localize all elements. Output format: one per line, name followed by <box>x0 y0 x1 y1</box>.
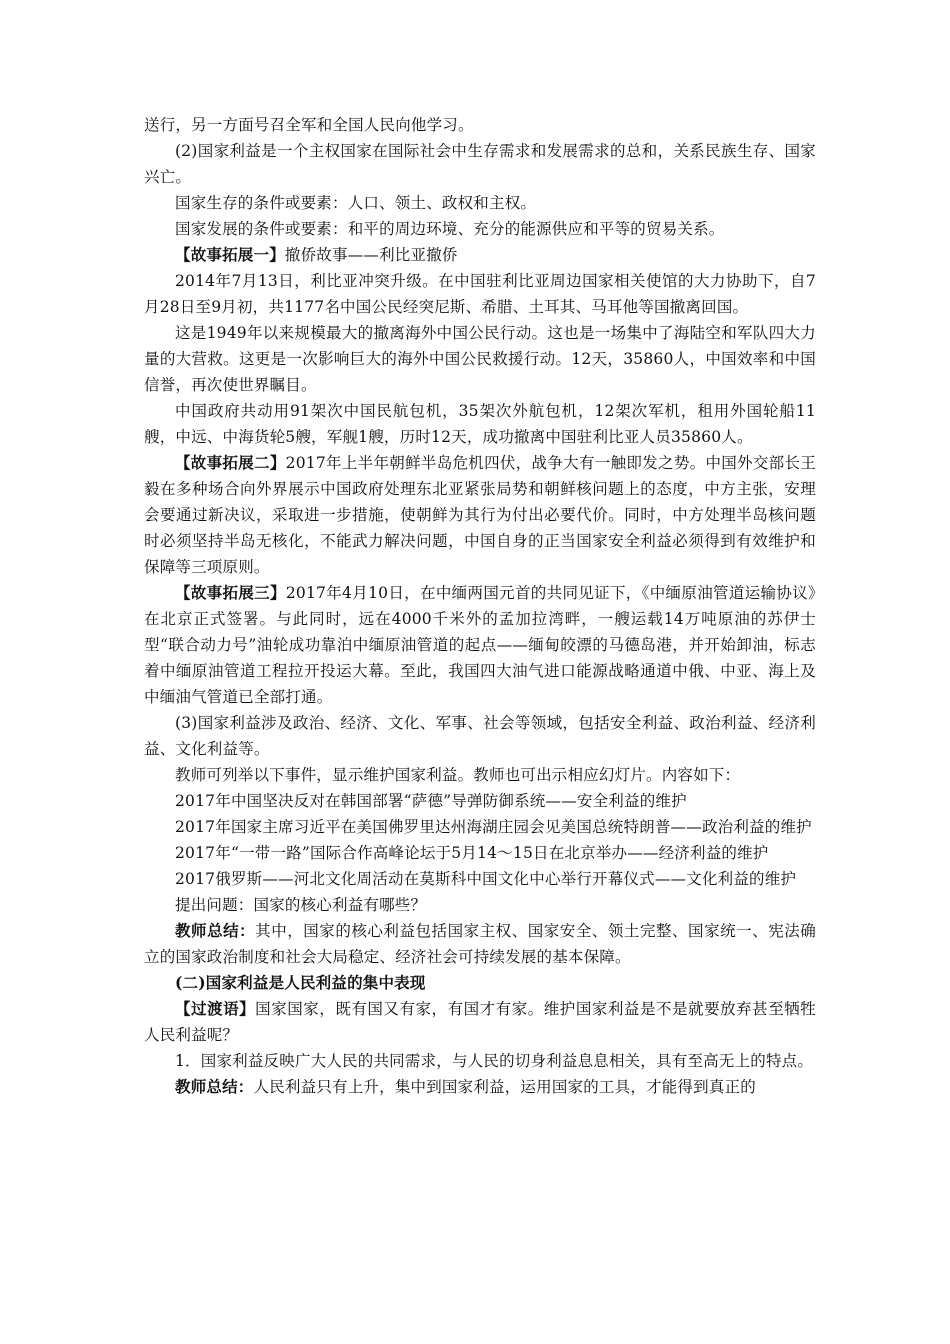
section-label: 【故事拓展一】 <box>175 245 285 264</box>
paragraph: 教师可列举以下事件，显示维护国家利益。教师也可出示相应幻灯片。内容如下： <box>175 766 741 784</box>
paragraph: 2017年中国坚决反对在韩国部署“萨德”导弹防御系统——安全利益的维护 <box>175 792 687 810</box>
paragraph <box>144 242 816 268</box>
paragraph <box>144 580 816 710</box>
paragraph <box>144 450 816 580</box>
paragraph: 2014年7月13日，利比亚冲突升级。在中国驻利比亚周边国家相关使馆的大力协助下，自7月28日至9月初，共1177名中国公民经突尼斯、希腊、土耳其、马耳他等国撤离回国。 <box>144 272 816 316</box>
paragraph: 国家发展的条件或要素：和平的周边环境、充分的能源供应和平等的贸易关系。 <box>175 220 725 238</box>
paragraph-text: 其中，国家的核心利益包括国家主权、国家安全、领土完整、国家统一、宪法确立的国家政治制度和社会大局稳定、经济社会可持续发展的基本保障。 <box>144 922 816 966</box>
paragraph-text: 撤侨故事——利比亚撤侨 <box>284 246 458 264</box>
section-label: 【故事拓展三】 <box>175 583 286 602</box>
paragraph: 1．国家利益反映广大人民的共同需求，与人民的切身利益息息相关，具有至高无上的特点。 <box>175 1052 814 1070</box>
document-body <box>144 112 816 1100</box>
paragraph: 送行，另一方面号召全军和全国人民向他学习。 <box>144 116 474 134</box>
paragraph-text: 人民利益只有上升，集中到国家利益，运用国家的工具，才能得到真正的 <box>253 1078 756 1096</box>
paragraph: 这是1949年以来规模最大的撤离海外中国公民行动。这也是一场集中了海陆空和军队四大力量的大营救。这更是一次影响巨大的海外中国公民救援行动。12天，35860人，中国效率和中国信誉，再次使世界瞩目。 <box>144 324 816 394</box>
paragraph-text: 国家国家，既有国又有家，有国才有家。维护国家利益是不是就要放弃甚至牺牲人民利益呢？ <box>144 1000 816 1044</box>
paragraph-text: 2017年4月10日，在中缅两国元首的共同见证下，《中缅原油管道运输协议》在北京正式签署。与此同时，远在4000千米外的孟加拉湾畔，一艘运载14万吨原油的苏伊士型“联合动力号”油轮成功靠泊中缅原油管道的起点——缅甸皎漂的马德岛港，并开始卸油，标志着中缅原油管道工程拉开投运大幕。至此，我国四大油气进口能源战略通道中俄、中亚、海上及中缅油气管道已全部打通。 <box>144 584 816 706</box>
section-label: 教师总结： <box>175 921 256 940</box>
paragraph: (2)国家利益是一个主权国家在国际社会中生存需求和发展需求的总和，关系民族生存、国家兴亡。 <box>144 142 816 186</box>
paragraph: 2017年“一带一路”国际合作高峰论坛于5月14～15日在北京举办——经济利益的维护 <box>175 844 769 862</box>
paragraph <box>144 918 816 970</box>
paragraph: 中国政府共动用91架次中国民航包机，35架次外航包机，12架次军机，租用外国轮船11艘，中远、中海货轮5艘，军舰1艘，历时12天，成功撤离中国驻利比亚人员35860人。 <box>144 402 816 446</box>
paragraph: 提出问题：国家的核心利益有哪些？ <box>175 896 427 914</box>
section-label: 【过渡语】 <box>175 999 256 1018</box>
paragraph: 国家生存的条件或要素：人口、领土、政权和主权。 <box>175 194 537 212</box>
paragraph <box>144 996 816 1048</box>
section-heading: (二)国家利益是人民利益的集中表现 <box>175 973 426 992</box>
paragraph: (3)国家利益涉及政治、经济、文化、军事、社会等领域，包括安全利益、政治利益、经济利益、文化利益等。 <box>144 714 816 758</box>
paragraph: 2017年国家主席习近平在美国佛罗里达州海湖庄园会见美国总统特朗普——政治利益的维护 <box>175 818 812 836</box>
paragraph-text: 2017年上半年朝鲜半岛危机四伏，战争大有一触即发之势。中国外交部长王毅在多种场合向外界展示中国政府处理东北亚紧张局势和朝鲜核问题上的态度，中方主张，安理会要通过新决议，采取进一步措施，使朝鲜为其行为付出必要代价。同时，中方处理半岛核问题时必须坚持半岛无核化，不能武力解决问题，中国自身的正当国家安全利益必须得到有效维护和保障等三项原则。 <box>144 454 816 576</box>
section-label: 教师总结： <box>175 1077 254 1096</box>
paragraph <box>144 1074 816 1100</box>
paragraph: 2017俄罗斯——河北文化周活动在莫斯科中国文化中心举行开幕仪式——文化利益的维护 <box>175 870 797 888</box>
section-label: 【故事拓展二】 <box>175 453 286 472</box>
